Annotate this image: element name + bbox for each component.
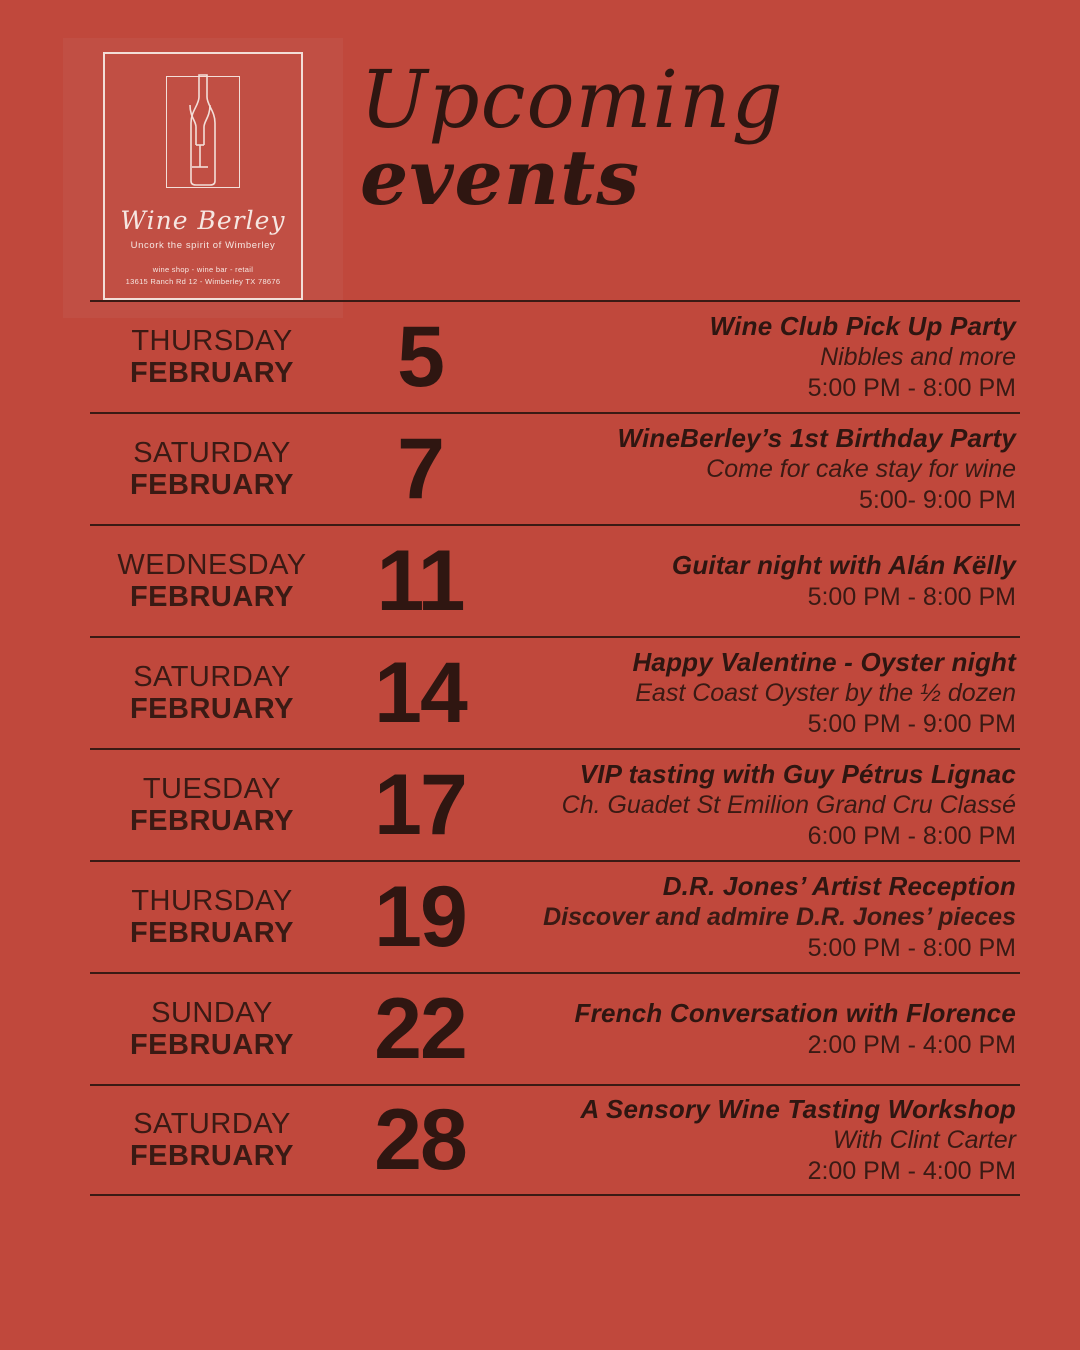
event-subtitle: With Clint Carter <box>832 1126 1016 1155</box>
event-date <box>90 997 340 1062</box>
event-title: Wine Club Pick Up Party <box>709 310 1016 341</box>
event-info <box>500 759 1020 852</box>
event-weekday: THURSDAY <box>131 884 293 917</box>
page-title <box>360 53 1040 222</box>
event-month: FEBRUARY <box>129 917 295 949</box>
event-month: FEBRUARY <box>129 1029 295 1061</box>
event-time: 5:00 PM - 8:00 PM <box>807 933 1016 962</box>
event-row <box>90 524 1020 636</box>
event-row <box>90 860 1020 972</box>
event-weekday: THURSDAY <box>131 324 293 357</box>
event-day-number: 22 <box>374 981 466 1077</box>
event-date <box>90 437 340 502</box>
event-row <box>90 636 1020 748</box>
event-info <box>500 311 1020 404</box>
event-title: Happy Valentine - Oyster night <box>632 646 1016 677</box>
event-weekday: WEDNESDAY <box>117 548 307 581</box>
event-time: 5:00 PM - 8:00 PM <box>807 373 1016 402</box>
brand-name: Wine Berley <box>120 206 286 235</box>
event-info <box>500 998 1020 1060</box>
title-line-upcoming: Upcoming <box>360 53 784 146</box>
event-subtitle: Come for cake stay for wine <box>706 455 1016 484</box>
event-day-number: 14 <box>374 645 466 741</box>
event-weekday: SATURDAY <box>133 436 291 469</box>
event-day-number: 19 <box>374 869 466 965</box>
event-month: FEBRUARY <box>129 693 295 725</box>
event-subtitle: Ch. Guadet St Emilion Grand Cru Classé <box>561 791 1016 820</box>
event-subtitle: Discover and admire D.R. Jones’ pieces <box>543 903 1016 932</box>
brand-sub-line-2: 13615 Ranch Rd 12 - Wimberley TX 78676 <box>125 277 281 287</box>
event-time: 5:00- 9:00 PM <box>858 485 1016 514</box>
event-month: FEBRUARY <box>129 469 295 501</box>
brand-tagline: Uncork the spirit of Wimberley <box>130 240 276 251</box>
event-day-number: 28 <box>374 1092 466 1188</box>
event-weekday: SUNDAY <box>151 996 273 1029</box>
event-time: 6:00 PM - 8:00 PM <box>807 821 1016 850</box>
event-title: A Sensory Wine Tasting Workshop <box>580 1093 1016 1124</box>
event-row <box>90 1084 1020 1196</box>
event-date <box>90 661 340 726</box>
event-date <box>90 885 340 950</box>
event-subtitle: East Coast Oyster by the ½ dozen <box>635 679 1016 708</box>
event-month: FEBRUARY <box>129 357 295 389</box>
event-date <box>90 773 340 838</box>
event-time: 2:00 PM - 4:00 PM <box>807 1156 1016 1185</box>
event-title: French Conversation with Florence <box>574 997 1016 1028</box>
event-weekday: TUESDAY <box>142 772 282 805</box>
events-list <box>90 300 1020 1196</box>
event-day-number: 17 <box>374 757 466 853</box>
event-month: FEBRUARY <box>129 581 295 613</box>
event-info <box>500 1094 1020 1187</box>
event-title: D.R. Jones’ Artist Reception <box>662 870 1016 901</box>
wine-bottle-and-glass-icon <box>166 76 240 188</box>
event-weekday: SATURDAY <box>133 1107 291 1140</box>
event-info <box>500 871 1020 964</box>
event-info <box>500 423 1020 516</box>
brand-logo-block <box>63 38 343 318</box>
event-day-number: 5 <box>397 309 443 405</box>
event-time: 5:00 PM - 9:00 PM <box>807 709 1016 738</box>
event-month: FEBRUARY <box>129 1140 295 1172</box>
event-time: 5:00 PM - 8:00 PM <box>807 582 1016 611</box>
event-day-number: 11 <box>376 533 464 629</box>
logo-frame <box>103 52 303 300</box>
event-date <box>90 1108 340 1173</box>
brand-sub-line-1: wine shop - wine bar - retail <box>152 265 254 274</box>
event-row <box>90 748 1020 860</box>
event-row <box>90 412 1020 524</box>
event-date <box>90 549 340 614</box>
event-title: Guitar night with Alán Këlly <box>671 549 1016 580</box>
event-row <box>90 972 1020 1084</box>
event-weekday: SATURDAY <box>133 660 291 693</box>
event-title: WineBerley’s 1st Birthday Party <box>617 422 1016 453</box>
event-row <box>90 300 1020 412</box>
event-day-number: 7 <box>397 421 443 517</box>
title-line-events: events <box>360 133 641 222</box>
event-month: FEBRUARY <box>129 805 295 837</box>
event-info <box>500 647 1020 740</box>
event-date <box>90 325 340 390</box>
event-time: 2:00 PM - 4:00 PM <box>807 1030 1016 1059</box>
event-title: VIP tasting with Guy Pétrus Lignac <box>579 758 1016 789</box>
event-info <box>500 550 1020 612</box>
event-subtitle: Nibbles and more <box>820 343 1016 372</box>
